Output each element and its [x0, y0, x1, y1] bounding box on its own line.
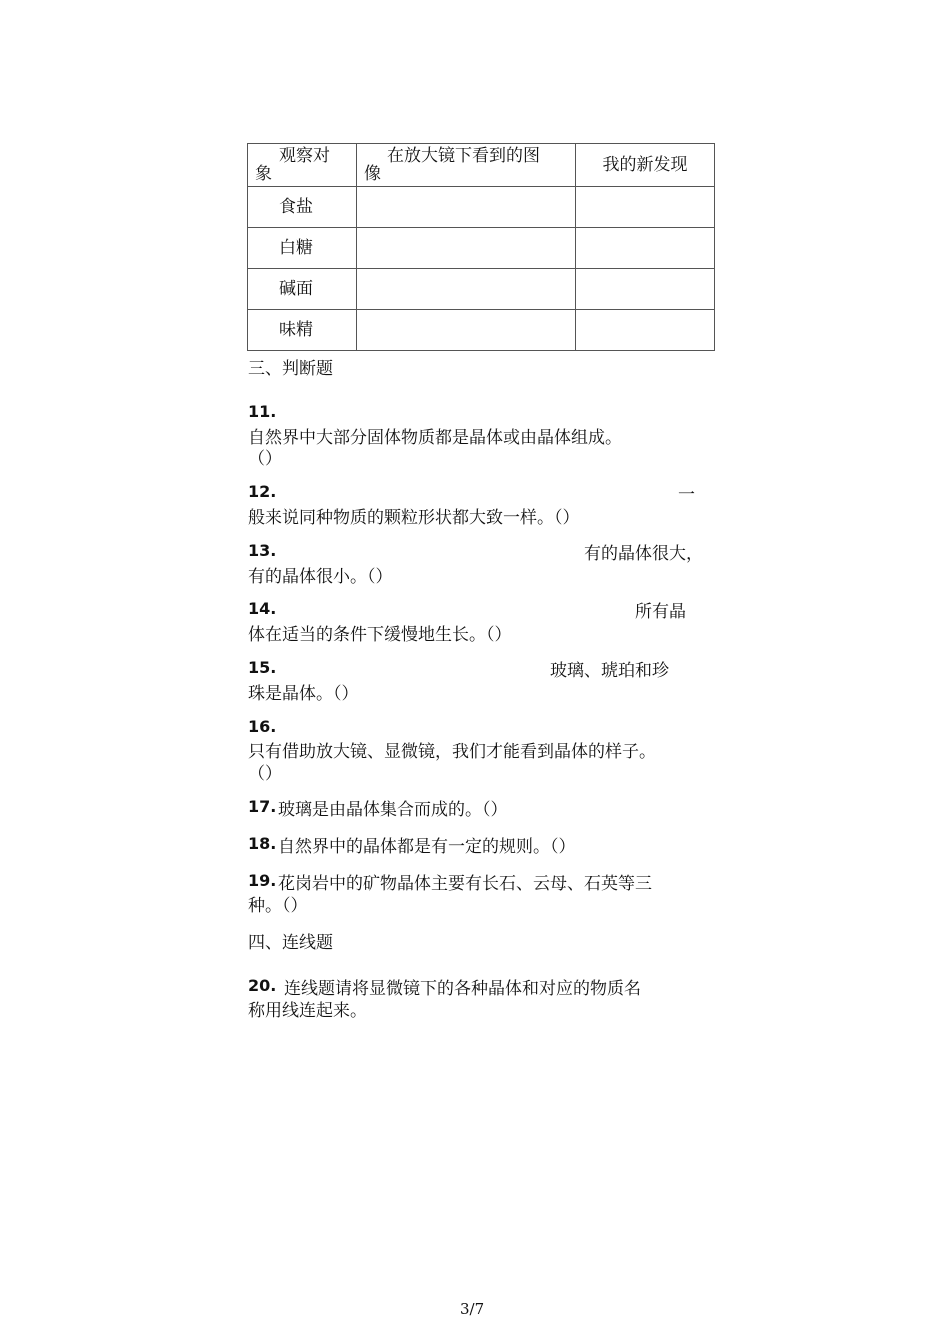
discovery-input-cell[interactable] [576, 228, 715, 269]
header-cell-discovery: 我的新发现 [576, 144, 715, 187]
q12-text: 般来说同种物质的颗粒形状都大致一样。（） [248, 508, 580, 528]
header-object-line1: 观察对 [279, 146, 330, 166]
q14-text-right: 所有晶 [635, 602, 686, 622]
table-row [248, 228, 715, 269]
q16-answer[interactable]: （） [248, 764, 282, 784]
q12-number: 12. [248, 482, 277, 501]
q15-text-right: 玻璃、琥珀和珍 [550, 661, 669, 681]
section4-title: 四、连线题 [248, 933, 333, 953]
header-cell-image [357, 144, 576, 187]
image-input-cell[interactable] [357, 228, 576, 269]
q15-text: 珠是晶体。（） [248, 684, 359, 704]
q15-number: 15. [248, 658, 277, 677]
q13-text: 有的晶体很小。（） [248, 567, 393, 587]
table-row [248, 310, 715, 351]
image-input-cell[interactable] [357, 187, 576, 228]
q14-text: 体在适当的条件下缓慢地生长。（） [248, 625, 512, 645]
q16-number: 16. [248, 717, 277, 736]
header-cell-object [248, 144, 357, 187]
table-row [248, 269, 715, 310]
header-object-line2: 象 [255, 164, 272, 184]
q11-number: 11. [248, 402, 277, 421]
table-header-row [248, 144, 715, 187]
image-input-cell[interactable] [357, 269, 576, 310]
row-name-cell: 食盐 [248, 187, 357, 228]
header-image-line2: 像 [364, 164, 381, 184]
observation-table [247, 143, 715, 351]
table-row [248, 187, 715, 228]
discovery-input-cell[interactable] [576, 187, 715, 228]
q19-number: 19. [248, 871, 277, 890]
q17-number: 17. [248, 797, 277, 816]
header-image-line1: 在放大镜下看到的图 [387, 146, 540, 166]
q13-number: 13. [248, 541, 277, 560]
row-name-cell: 白糖 [248, 228, 357, 269]
section3-title: 三、判断题 [248, 359, 333, 379]
image-input-cell[interactable] [357, 310, 576, 351]
q16-text: 只有借助放大镜、显微镜，我们才能看到晶体的样子。 [248, 742, 656, 762]
q14-number: 14. [248, 599, 277, 618]
row-name-cell: 碱面 [248, 269, 357, 310]
q13-text-right: 有的晶体很大， [584, 544, 703, 564]
q18-number: 18. [248, 834, 277, 853]
q19-text: 花岗岩中的矿物晶体主要有长石、云母、石英等三 [278, 874, 652, 894]
discovery-input-cell[interactable] [576, 310, 715, 351]
q20-text-line2: 称用线连起来。 [248, 1001, 367, 1021]
q11-text: 自然界中大部分固体物质都是晶体或由晶体组成。 [248, 428, 622, 448]
q19-text-line2: 种。（） [248, 896, 308, 916]
row-name-cell: 味精 [248, 310, 357, 351]
q20-number: 20. [248, 976, 277, 995]
q17-text: 玻璃是由晶体集合而成的。（） [278, 800, 508, 820]
q18-text: 自然界中的晶体都是有一定的规则。（） [278, 837, 576, 857]
page-number: 3/7 [460, 1300, 485, 1318]
q12-text-right: 一 [678, 485, 695, 505]
q20-text: 连线题请将显微镜下的各种晶体和对应的物质名 [284, 979, 641, 999]
q11-answer[interactable]: （） [248, 449, 282, 469]
discovery-input-cell[interactable] [576, 269, 715, 310]
